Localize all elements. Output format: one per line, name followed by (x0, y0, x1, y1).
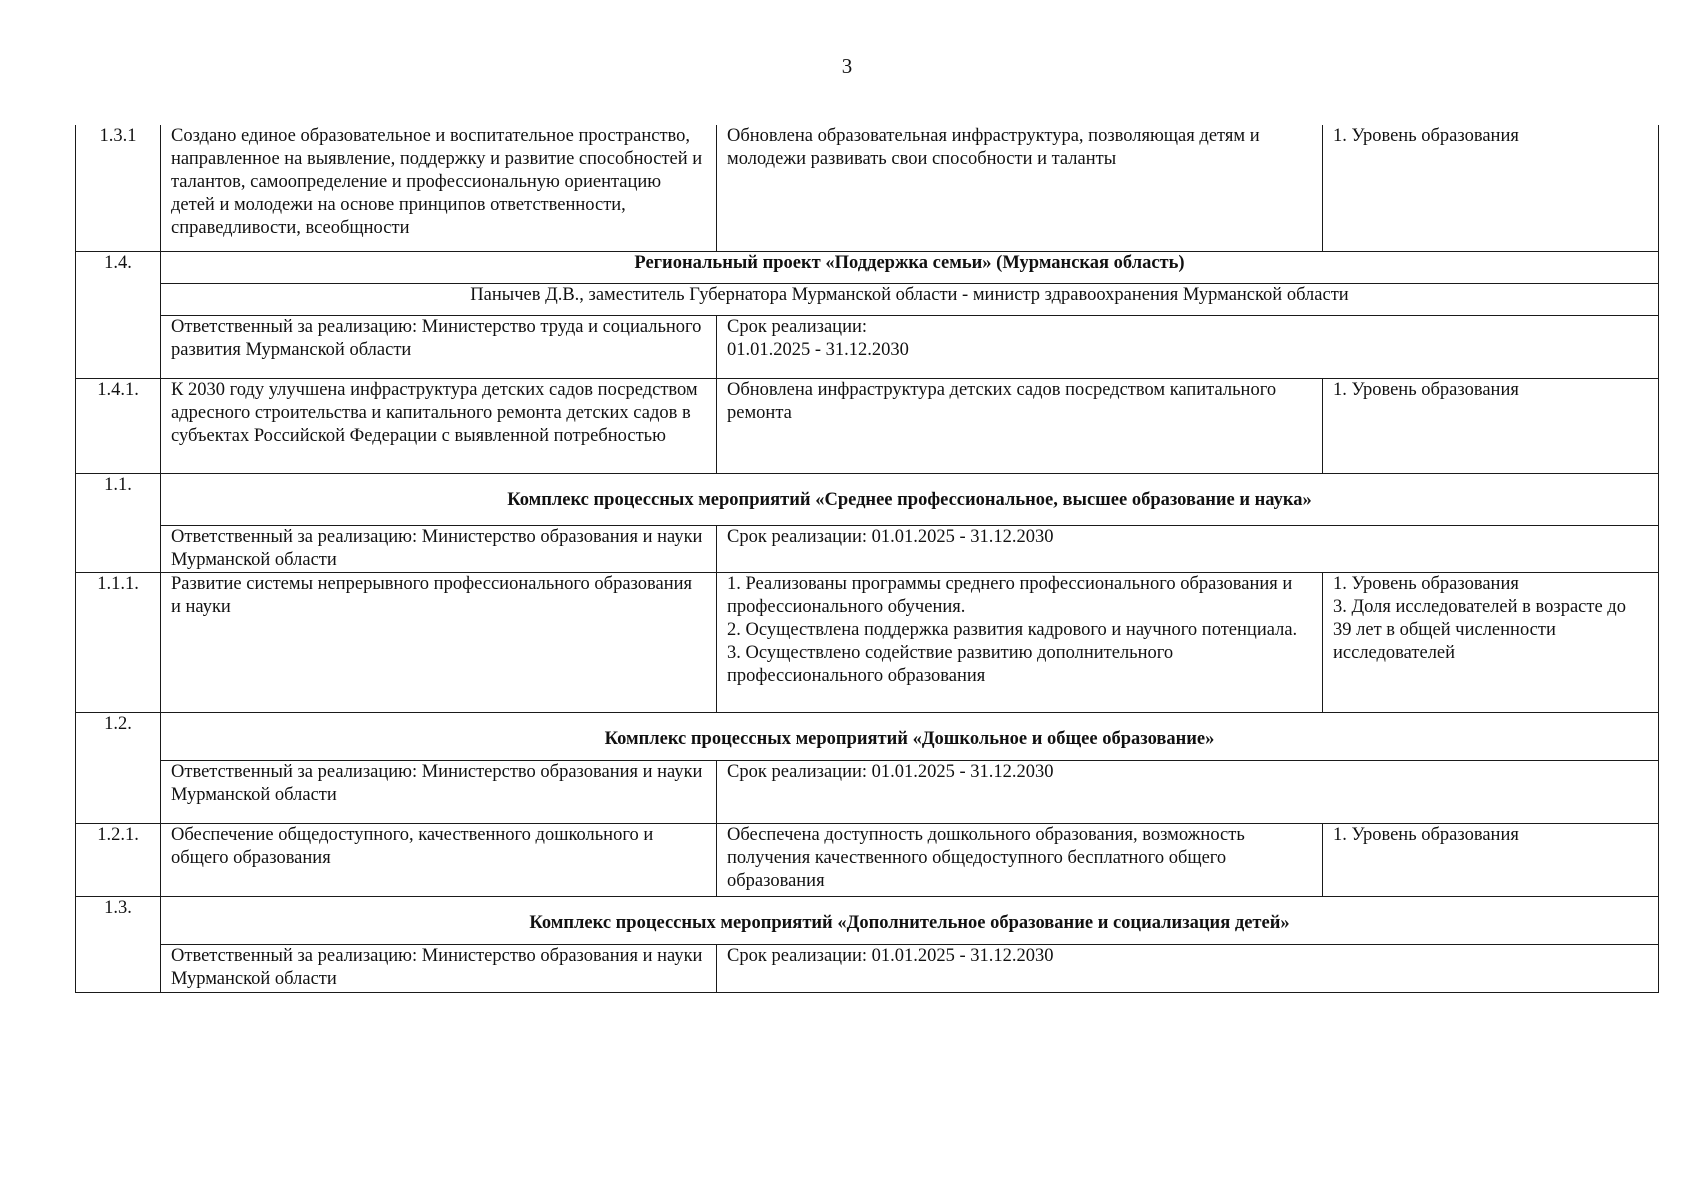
section-number: 1.1. (76, 473, 161, 572)
section-header-row (76, 896, 1659, 944)
effect-item: 2. Осуществлена поддержка развития кадрового и научного потенциала. (727, 619, 1298, 640)
effect-item: 1. Реализованы программы среднего профессионального образования и профессионального обучения. (727, 573, 1293, 617)
responsible-cell: Ответственный за реализацию: Министерство образования и науки Мурманской области (161, 525, 717, 572)
responsible-row (76, 760, 1659, 823)
indicator-item: 1. Уровень образования (1333, 573, 1519, 594)
table-row (76, 572, 1659, 712)
term-cell: Срок реализации: 01.01.2025 - 31.12.2030 (717, 525, 1659, 572)
responsible-cell: Ответственный за реализацию: Министерство образования и науки Мурманской области (161, 760, 717, 823)
indicator-item: 3. Доля исследователей в возрасте до 39 лет в общей численности исследователей (1333, 596, 1626, 663)
section-number: 1.2. (76, 712, 161, 823)
page-number: 3 (841, 54, 853, 78)
responsible-cell: Ответственный за реализацию: Министерство труда и социального развития Мурманской области (161, 315, 717, 378)
section-title: Комплекс процессных мероприятий «Дополнительное образование и социализация детей» (161, 896, 1659, 944)
section-number: 1.3. (76, 896, 161, 992)
effect-cell: Обеспечена доступность дошкольного образования, возможность получения качественного общедоступного бесплатного общего образования (717, 823, 1323, 896)
project-curator: Панычев Д.В., заместитель Губернатора Мурманской области - министр здравоохранения Мурманской области (161, 283, 1659, 315)
term-cell (717, 315, 1659, 378)
section-header-row (76, 251, 1659, 283)
program-structure-table (75, 125, 1659, 993)
effect-cell: Обновлена образовательная инфраструктура, позволяющая детям и молодежи развивать свои способности и таланты (717, 125, 1323, 251)
row-number: 1.4.1. (76, 378, 161, 473)
section-title: Комплекс процессных мероприятий «Среднее профессиональное, высшее образование и наука» (161, 473, 1659, 525)
section-title: Комплекс процессных мероприятий «Дошкольное и общее образование» (161, 712, 1659, 760)
curator-row (76, 283, 1659, 315)
responsible-row (76, 525, 1659, 572)
section-header-row (76, 473, 1659, 525)
task-cell: Создано единое образовательное и воспитательное пространство, направленное на выявление, поддержку и развитие способностей и талантов, самоопределение и профессиональную ориентацию детей и молодежи на основе принципов ответственности, справедливости, всеобщности (161, 125, 717, 251)
section-number: 1.4. (76, 251, 161, 378)
table-row (76, 378, 1659, 473)
table-row (76, 823, 1659, 896)
row-number: 1.2.1. (76, 823, 161, 896)
effect-cell: Обновлена инфраструктура детских садов посредством капитального ремонта (717, 378, 1323, 473)
task-cell: Развитие системы непрерывного профессионального образования и науки (161, 572, 717, 712)
section-title: Региональный проект «Поддержка семьи» (Мурманская область) (161, 251, 1659, 283)
row-number: 1.1.1. (76, 572, 161, 712)
effect-cell (717, 572, 1323, 712)
responsible-row (76, 315, 1659, 378)
effect-item: 3. Осуществлено содействие развитию дополнительного профессионального образования (727, 642, 1174, 686)
indicator-cell: 1. Уровень образования (1323, 125, 1659, 251)
term-label: Срок реализации: (727, 316, 868, 337)
indicator-cell: 1. Уровень образования (1323, 823, 1659, 896)
indicator-cell: 1. Уровень образования (1323, 378, 1659, 473)
section-header-row (76, 712, 1659, 760)
task-cell: К 2030 году улучшена инфраструктура детских садов посредством адресного строительства и капитального ремонта детских садов в субъектах Российской Федерации с выявленной потребностью (161, 378, 717, 473)
task-cell: Обеспечение общедоступного, качественного дошкольного и общего образования (161, 823, 717, 896)
term-value: 01.01.2025 - 31.12.2030 (727, 339, 909, 360)
term-cell: Срок реализации: 01.01.2025 - 31.12.2030 (717, 944, 1659, 992)
indicator-cell (1323, 572, 1659, 712)
responsible-cell: Ответственный за реализацию: Министерство образования и науки Мурманской области (161, 944, 717, 992)
table-row (76, 125, 1659, 251)
term-cell: Срок реализации: 01.01.2025 - 31.12.2030 (717, 760, 1659, 823)
responsible-row (76, 944, 1659, 992)
row-number: 1.3.1 (76, 125, 161, 251)
